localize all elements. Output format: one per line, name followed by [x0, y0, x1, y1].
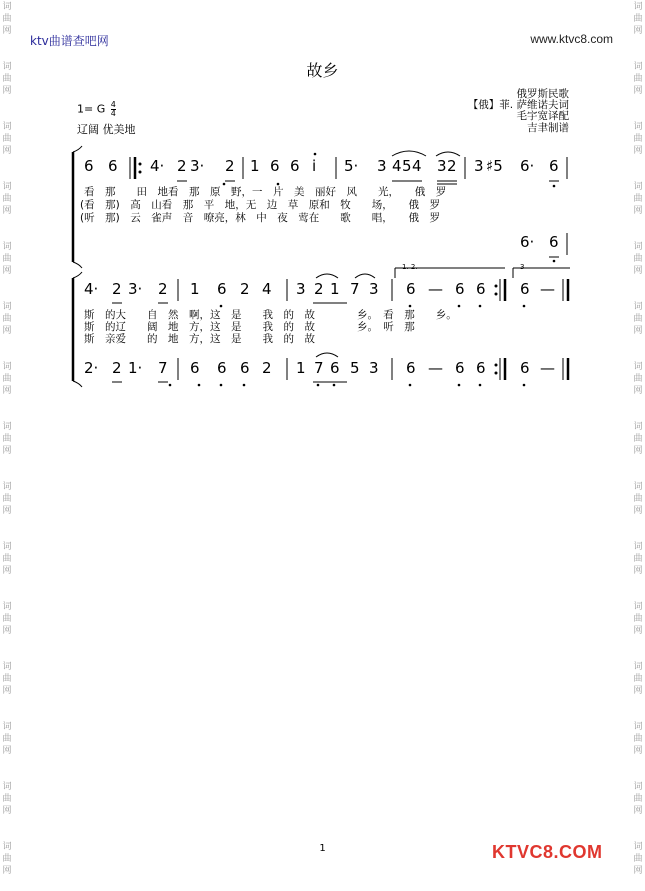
watermark-char: 网	[633, 446, 643, 456]
watermark-char: 网	[633, 566, 643, 576]
credit-origin: 俄罗斯民歌	[516, 88, 569, 100]
watermark-char: 网	[633, 686, 643, 696]
note: —	[540, 280, 555, 298]
harmony-note: 6	[217, 359, 227, 377]
note: 2	[314, 280, 324, 298]
watermark-char: 词	[2, 482, 12, 492]
watermark-char: 网	[2, 626, 12, 636]
watermark-char: 词	[2, 122, 12, 132]
harmony-note: 7	[158, 359, 168, 377]
note: 3	[437, 157, 447, 175]
harmony-note: 5	[350, 359, 360, 377]
watermark-char: 词	[633, 242, 643, 252]
watermark-char: 曲	[2, 734, 12, 744]
meter-top: 4	[110, 100, 116, 109]
note: 3	[474, 157, 484, 175]
watermark-char: 词	[2, 242, 12, 252]
watermark-char: 网	[633, 266, 643, 276]
note: 5	[402, 157, 412, 175]
note: 6	[520, 280, 530, 298]
watermark-char: 词	[2, 362, 12, 372]
watermark-char: 曲	[2, 314, 12, 324]
watermark-char: 网	[2, 446, 12, 456]
harmony-note: 6	[406, 359, 416, 377]
note: 6	[217, 280, 227, 298]
volta-1-2-label: 1. 2.	[402, 263, 418, 271]
watermark-char: 词	[633, 782, 643, 792]
note: 4·	[84, 280, 99, 298]
watermark-char: 曲	[633, 734, 643, 744]
harmony-note: 1	[296, 359, 306, 377]
watermark-char: 网	[2, 206, 12, 216]
watermark-char: 网	[2, 506, 12, 516]
note: 7	[350, 280, 360, 298]
harmony-note: —	[428, 359, 443, 377]
lyric-line-2-3: 斯 亲爱 的 地 方，这 是 我 的 故	[84, 333, 315, 345]
watermark-char: 词	[2, 182, 12, 192]
watermark-char: 词	[2, 62, 12, 72]
watermark-char: 网	[2, 686, 12, 696]
harmony-note: 6	[455, 359, 465, 377]
watermark-char: 曲	[633, 434, 643, 444]
harmony-note: 6	[240, 359, 250, 377]
volta-3-label: 3	[520, 263, 525, 271]
note: 2	[447, 157, 457, 175]
watermark-char: 曲	[2, 494, 12, 504]
watermark-char: 词	[2, 662, 12, 672]
watermark-char: 网	[633, 146, 643, 156]
watermark-char: 网	[633, 206, 643, 216]
note: 6	[290, 157, 300, 175]
watermark-char: 词	[2, 602, 12, 612]
watermark-char: 网	[633, 326, 643, 336]
harmony-note: 6	[190, 359, 200, 377]
watermark-char: 曲	[633, 314, 643, 324]
watermark-char: 曲	[633, 374, 643, 384]
watermark-char: 网	[2, 866, 12, 876]
note: 4·	[150, 157, 165, 175]
note: 5·	[344, 157, 359, 175]
harmony-note: 2	[112, 359, 122, 377]
note: ♯5	[486, 157, 503, 175]
watermark-char: 曲	[2, 134, 12, 144]
watermark-char: 词	[2, 422, 12, 432]
note: 2	[177, 157, 187, 175]
note: 4	[392, 157, 402, 175]
note: 4	[262, 280, 272, 298]
watermark-char: 曲	[2, 554, 12, 564]
note: 6	[406, 280, 416, 298]
watermark-char: 网	[633, 86, 643, 96]
watermark-char: 词	[2, 2, 12, 12]
watermark-char: 网	[2, 326, 12, 336]
watermark-char: 曲	[2, 74, 12, 84]
watermark-char: 词	[2, 842, 12, 852]
watermark-char: 网	[2, 86, 12, 96]
note: 2	[240, 280, 250, 298]
watermark-char: 网	[2, 566, 12, 576]
lyric-line-2-2: 斯 的辽 阔 地 方，这 是 我 的 故 乡。 听 那	[84, 321, 415, 333]
key-label: 1= G	[77, 102, 106, 116]
note: 1	[250, 157, 260, 175]
harmony-note: 7	[314, 359, 324, 377]
watermark-char: 词	[633, 302, 643, 312]
watermark-char: 曲	[2, 614, 12, 624]
page-number: 1	[319, 843, 326, 854]
watermark-char: 曲	[633, 134, 643, 144]
watermark-char: 曲	[2, 434, 12, 444]
harmony-note: 3	[369, 359, 379, 377]
credit-lyricist: 【俄】菲. 萨维诺夫词	[467, 99, 569, 111]
note: 3	[296, 280, 306, 298]
song-title: 故乡	[306, 61, 339, 80]
harmony-note: 2	[262, 359, 272, 377]
meter-bottom: 4	[110, 109, 116, 118]
watermark-char: 曲	[2, 14, 12, 24]
watermark-char: 网	[2, 146, 12, 156]
watermark-char: 网	[633, 806, 643, 816]
watermark-char: 曲	[633, 614, 643, 624]
watermark-char: 曲	[2, 374, 12, 384]
harmony-note: 6	[549, 233, 559, 251]
watermark-char: 网	[633, 746, 643, 756]
watermark-char: 词	[2, 722, 12, 732]
watermark-char: 词	[633, 602, 643, 612]
note: 6	[84, 157, 94, 175]
watermark-char: 网	[633, 866, 643, 876]
watermark-char: 词	[2, 782, 12, 792]
watermark-char: 曲	[633, 14, 643, 24]
watermark-char: 曲	[2, 854, 12, 864]
note: 3·	[190, 157, 205, 175]
note: 6	[549, 157, 559, 175]
harmony-note: 2·	[84, 359, 99, 377]
watermark-char: 网	[633, 506, 643, 516]
harmony-note: —	[540, 359, 555, 377]
watermark-char: 词	[633, 62, 643, 72]
note: 6	[270, 157, 280, 175]
watermark-char: 词	[633, 722, 643, 732]
watermark-char: 曲	[633, 74, 643, 84]
harmony-note: 6	[330, 359, 340, 377]
watermark-char: 曲	[2, 794, 12, 804]
note: 6·	[520, 157, 535, 175]
note: 6	[476, 280, 486, 298]
harmony-note: 1·	[128, 359, 143, 377]
watermark-char: 曲	[2, 674, 12, 684]
watermark-char: 曲	[633, 674, 643, 684]
watermark-char: 曲	[633, 494, 643, 504]
note: 3·	[128, 280, 143, 298]
lyric-line-1-1: 看 那 田 地看 那 原 野，一 片 美 丽好 风 光， 俄 罗	[84, 186, 447, 198]
watermark-char: 网	[2, 266, 12, 276]
tempo-marking: 辽阔 优美地	[77, 123, 136, 136]
note: 2	[225, 157, 235, 175]
site-url-right[interactable]: www.ktvc8.com	[530, 32, 613, 46]
note: 2	[158, 280, 168, 298]
note: 4	[412, 157, 422, 175]
watermark-char: 词	[633, 122, 643, 132]
watermark-char: 词	[633, 842, 643, 852]
watermark-char: 网	[633, 26, 643, 36]
watermark-char: 曲	[2, 194, 12, 204]
note: —	[428, 280, 443, 298]
note: 1	[330, 280, 340, 298]
watermark-char: 曲	[633, 254, 643, 264]
watermark-char: 词	[633, 662, 643, 672]
note: 1	[190, 280, 200, 298]
watermark-char: 词	[633, 422, 643, 432]
watermark-char: 曲	[633, 554, 643, 564]
watermark-char: 网	[2, 746, 12, 756]
watermark-char: 曲	[633, 194, 643, 204]
watermark-char: 词	[633, 182, 643, 192]
watermark-char: 词	[633, 362, 643, 372]
watermark-char: 曲	[633, 794, 643, 804]
watermark-char: 网	[2, 26, 12, 36]
harmony-note: 6·	[520, 233, 535, 251]
watermark-char: 曲	[2, 254, 12, 264]
credit-translator: 毛宇宽译配	[516, 110, 569, 122]
note: i	[312, 157, 317, 175]
watermark-char: 词	[633, 2, 643, 12]
site-logo[interactable]: KTVC8.COM	[492, 842, 603, 862]
note: 3	[377, 157, 387, 175]
note: 6	[455, 280, 465, 298]
watermark-char: 曲	[633, 854, 643, 864]
lyric-line-2-1: 斯 的大 自 然 啊，这 是 我 的 故 乡。 看 那 乡。	[84, 309, 457, 321]
watermark-char: 词	[2, 542, 12, 552]
watermark-char: 网	[633, 626, 643, 636]
watermark-char: 网	[2, 806, 12, 816]
site-name-left[interactable]: ktv曲谱查吧网	[30, 34, 109, 48]
note: 2	[112, 280, 122, 298]
lyric-line-1-3: (听 那) 云 雀声 音 嘹亮，林 中 夜 莺在 歌 唱， 俄 罗	[80, 212, 440, 224]
watermark-char: 词	[633, 542, 643, 552]
watermark-char: 词	[633, 482, 643, 492]
lyric-line-1-2: (看 那) 高 山看 那 平 地，无 边 草 原和 牧 场， 俄 罗	[80, 199, 440, 211]
harmony-note: 6	[476, 359, 486, 377]
watermark-char: 词	[2, 302, 12, 312]
note: 6	[108, 157, 118, 175]
watermark-char: 网	[2, 386, 12, 396]
harmony-note: 6	[520, 359, 530, 377]
note: 3	[369, 280, 379, 298]
credit-arranger: 吉聿制谱	[527, 122, 569, 134]
watermark-char: 网	[633, 386, 643, 396]
